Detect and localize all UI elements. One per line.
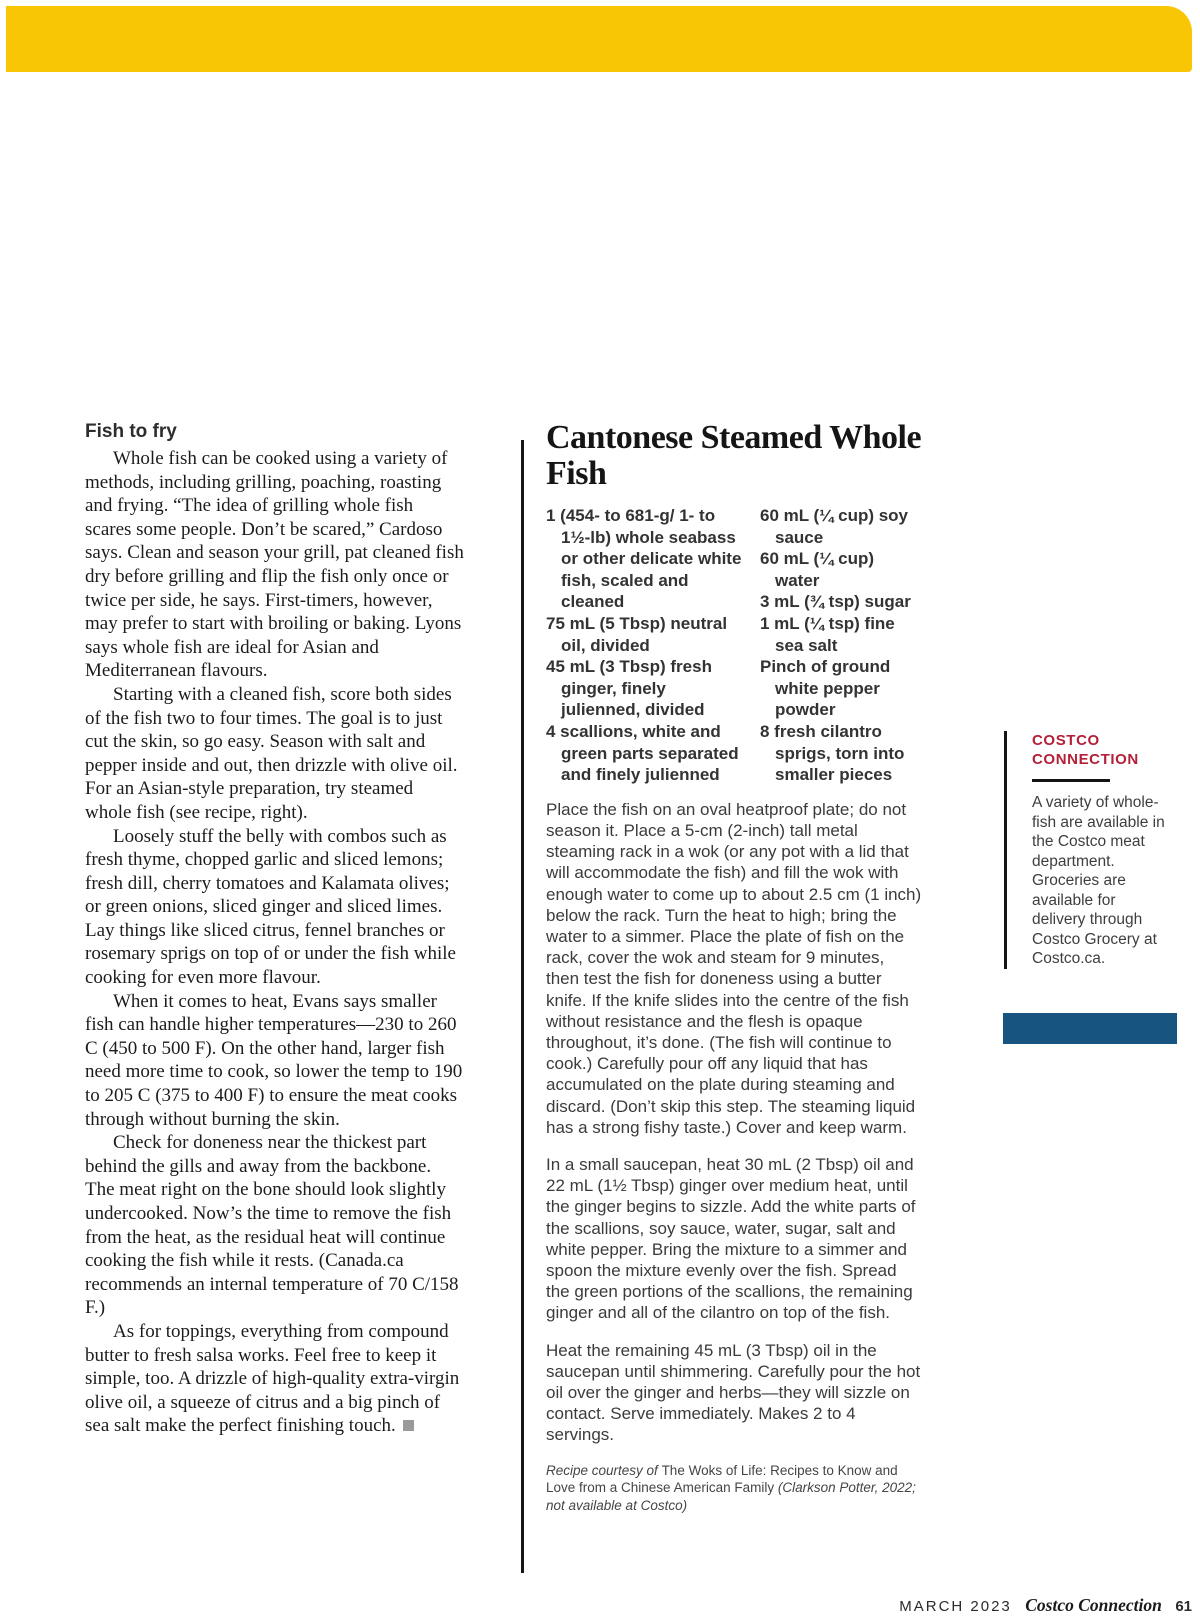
article-paragraph-text: As for toppings, everything from compound butter to fresh salsa works. Feel free to keep it simple, too. A drizzle of high-quality extra-virgin olive oil, a squeeze of citrus and a big pinch of sea salt make the perfect finishing touch.	[85, 1320, 460, 1437]
ingredient-item: 3 mL (¾ tsp) sugar	[760, 592, 911, 612]
recipe-step: Heat the remaining 45 mL (3 Tbsp) oil in the saucepan until shimmering. Carefully pour the hot oil over the ginger and herbs—they will sizzle on contact. Serve immediately. Makes 2 to 4 servings.	[546, 1340, 921, 1445]
ingredient-item: 45 mL (3 Tbsp) fresh ginger, finely julienned, divided	[546, 657, 712, 720]
sidebar-title-line2: CONNECTION	[1032, 751, 1139, 768]
ingredient-item: 60 mL (¼ cup) soy sauce	[760, 506, 909, 547]
ingredient-item: 60 mL (¼ cup) water	[760, 549, 874, 590]
recipe-credit-publisher: (Clarkson Potter, 2022; not available at Costco)	[546, 1480, 916, 1513]
article-heading: Fish to fry	[85, 421, 177, 442]
ingredient-lists	[546, 505, 922, 786]
costco-connection-sidebar	[1004, 731, 1169, 969]
article-paragraph: When it comes to heat, Evans says smaller fish can handle higher temperatures—230 to 260 C (450 to 500 F). On the other hand, larger fish need more time to cook, so lower the temp to 190 to 205 C (375 to 400 F) to ensure the meat cooks through without burning the skin.	[85, 990, 463, 1130]
recipe-credit-prefix: Recipe courtesy of	[546, 1462, 662, 1478]
sidebar-rule	[1032, 779, 1110, 782]
ingredient-list-left	[546, 505, 744, 786]
article-paragraph: Starting with a cleaned fish, score both sides of the fish two to four times. The goal is to just cut the skin, so go easy. Season with salt and pepper inside and out, then drizzle with olive oil. For an Asian-style preparation, try steamed whole fish (see recipe, right).	[85, 683, 458, 823]
sidebar-body-text: A variety of whole-fish are available in the Costco meat department. Groceries are available for delivery through Costco Grocery at Costco.ca.	[1032, 794, 1165, 967]
footer-issue-date: MARCH 2023	[899, 1598, 1012, 1615]
footer-page-number: 61	[1175, 1598, 1192, 1615]
recipe-credit	[546, 1462, 922, 1515]
ingredient-item: 1 mL (¼ tsp) fine sea salt	[760, 613, 895, 655]
footer-magazine-name: Costco Connection	[1025, 1595, 1162, 1615]
recipe-step: In a small saucepan, heat 30 mL (2 Tbsp) oil and 22 mL (1½ Tbsp) ginger over medium heat, until the ginger begins to sizzle. Add the white parts of the scallions, soy sauce, water, sugar, salt and white pepper. Bring the mixture to a simmer and spoon the mixture evenly over the fish. Spread the green portions of the scallions, the remaining ginger and all of the cilantro on top of the fish.	[546, 1154, 916, 1323]
sidebar-title	[1032, 731, 1169, 769]
column-divider-rule	[521, 440, 524, 1573]
ingredient-list-right	[760, 505, 922, 786]
page-footer	[640, 1595, 1192, 1616]
recipe-column	[546, 420, 922, 1514]
recipe-step: Place the fish on an oval heatproof plate; do not season it. Place a 5-cm (2-inch) tall metal steaming rack in a wok (or any pot with a lid that will accommodate the fish) and fill the wok with enough water to come up to about 2.5 cm (1 inch) below the rack. Turn the heat to high; bring the water to a simmer. Place the plate of fish on the rack, cover the wok and steam for 9 minutes, then test the fish for doneness using a butter knife. If the knife slides into the centre of the fish without resistance and the flesh is opaque throughout, it’s done. (The fish will continue to cook.) Carefully pour off any liquid that has accumulated on the plate during steaming and discard. (Don’t skip this step. The steaming liquid has a strong fishy taste.) Cover and keep warm.	[546, 799, 922, 1137]
yellow-header-banner	[6, 6, 1192, 72]
article-paragraph	[85, 1320, 464, 1438]
article-paragraph: Whole fish can be cooked using a variety of methods, including grilling, poaching, roasting and frying. “The idea of grilling whole fish scares some people. Don’t be scared,” Cardoso says. Clean and season your grill, pat cleaned fish dry before grilling and flip the fish only once or twice per side, he says. First-timers, however, may prefer to start with broiling or baking. Lyons says whole fish are ideal for Asian and Mediterranean flavours.	[85, 448, 464, 682]
ingredient-item: Pinch of ground white pepper powder	[760, 657, 891, 720]
blue-accent-bar	[1003, 1013, 1177, 1044]
ingredient-item: 1 (454- to 681-g/ 1- to 1½-lb) whole seabass or other delicate white fish, scaled and cleaned	[546, 506, 742, 612]
article-paragraph: Check for doneness near the thickest part behind the gills and away from the backbone. The meat right on the bone should look slightly undercooked. Now’s the time to remove the fish from the heat, as the residual heat will continue cooking the fish while it rests. (Canada.ca recommends an internal temperature of 70 C/158 F.)	[85, 1132, 459, 1319]
ingredient-item: 4 scallions, white and green parts separated and finely julienned	[546, 721, 739, 785]
article-paragraph: Loosely stuff the belly with combos such as fresh thyme, chopped garlic and sliced lemons; fresh dill, cherry tomatoes and Kalamata olives; or green onions, sliced ginger and sliced limes. Lay things like sliced citrus, fennel branches or rosemary sprigs on top of or under the fish while cooking for even more flavour.	[85, 825, 456, 989]
recipe-title: Cantonese Steamed Whole Fish	[546, 419, 922, 492]
ingredient-item: 75 mL (5 Tbsp) neutral oil, divided	[546, 613, 728, 655]
article-column	[85, 420, 464, 1438]
end-of-article-marker	[403, 1420, 414, 1431]
recipe-credit-book-title: The Woks of Life: Recipes to Know and Love from a Chinese American Family	[546, 1462, 898, 1496]
sidebar-title-line1: COSTCO	[1032, 732, 1100, 749]
ingredient-item: 8 fresh cilantro sprigs, torn into smaller pieces	[760, 721, 905, 785]
